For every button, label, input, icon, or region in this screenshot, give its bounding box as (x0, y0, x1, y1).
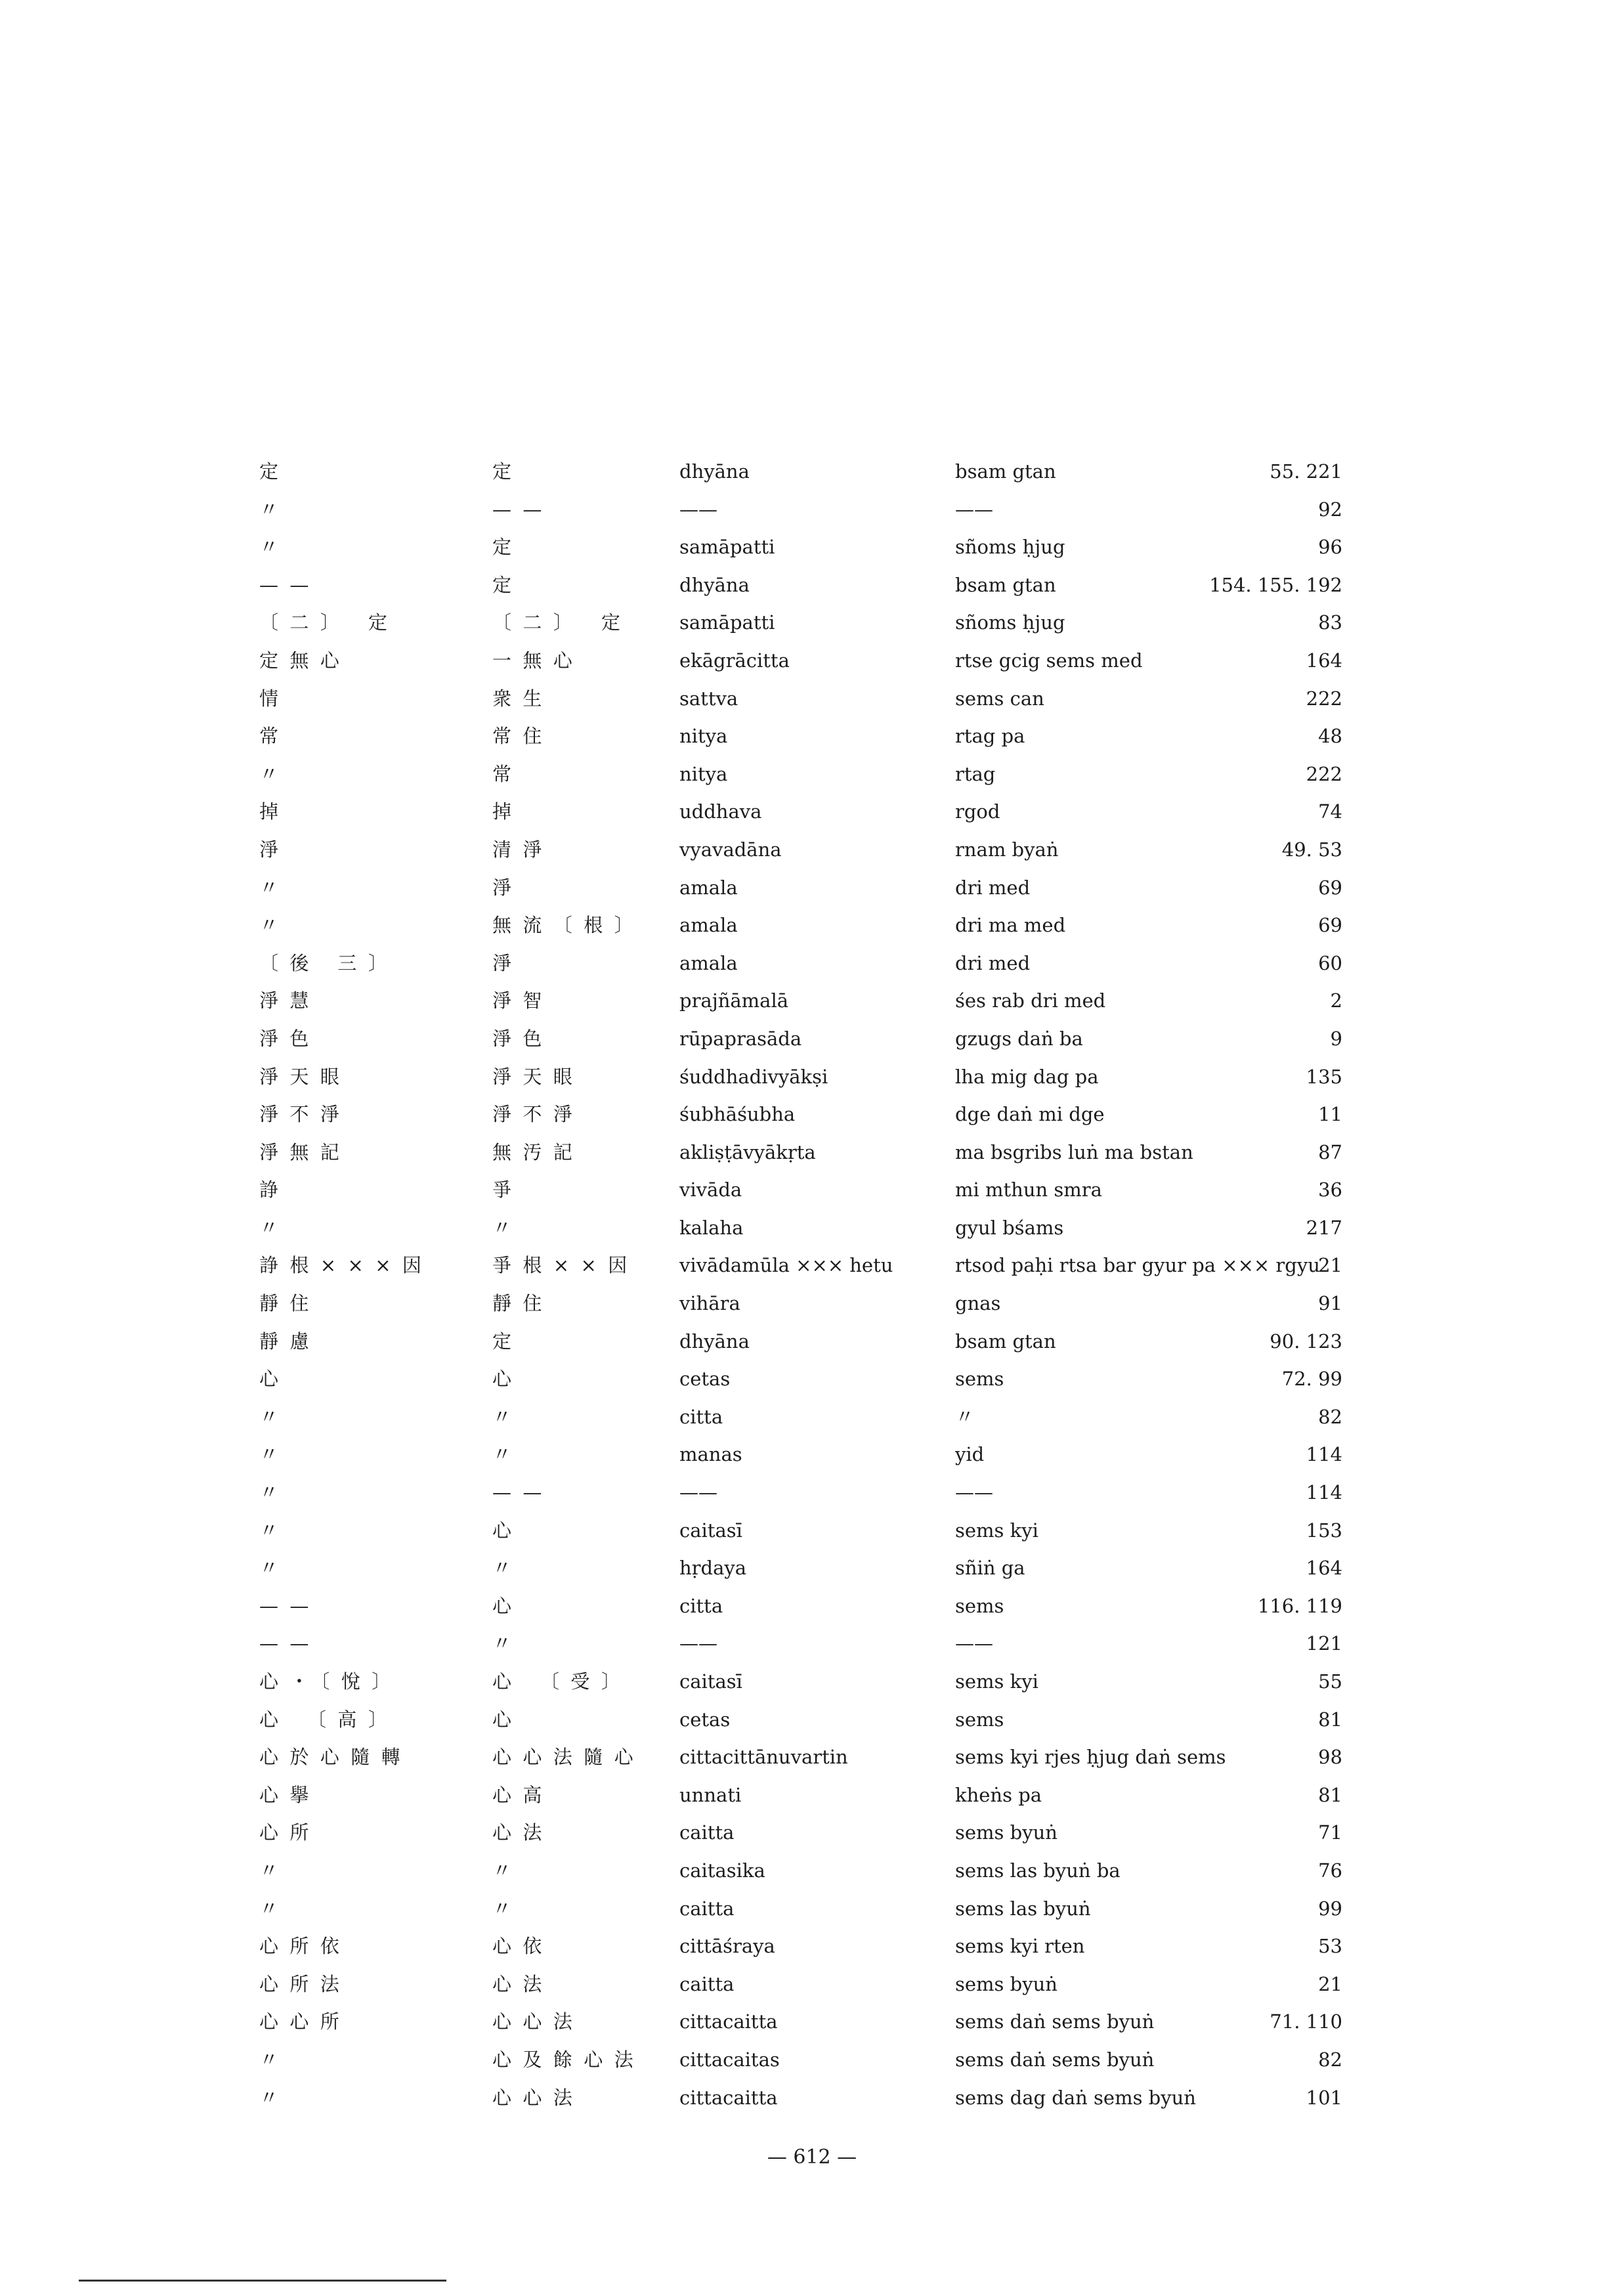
sanskrit-term: śuddhadivyākṣi (679, 1065, 828, 1088)
index-term: 諍 (259, 1179, 290, 1202)
index-entry (259, 1814, 1342, 1852)
chinese-term: 心 (492, 1519, 523, 1542)
index-entry (259, 1247, 1342, 1285)
sanskrit-term: prajñāmalā (679, 989, 789, 1012)
index-term: 〃 (259, 1481, 290, 1504)
index-entry (259, 907, 1342, 945)
sanskrit-term: vivādamūla ××× hetu (679, 1254, 893, 1277)
tibetan-term: —— (955, 498, 993, 521)
page-ref: 99 (1318, 1897, 1342, 1920)
chinese-term: 心及餘心法 (492, 2048, 645, 2071)
chinese-term: 衆生 (492, 687, 553, 710)
sanskrit-term: cetas (679, 1368, 731, 1391)
index-entry (259, 1134, 1342, 1172)
index-term: 靜慮 (259, 1330, 320, 1353)
sanskrit-term: samāpatti (679, 611, 775, 634)
page-ref: 114 (1306, 1481, 1342, 1504)
sanskrit-term: cetas (679, 1708, 731, 1731)
index-term: 淨色 (259, 1027, 320, 1050)
index-term: 掉 (259, 800, 290, 823)
page-ref: 82 (1318, 1405, 1342, 1428)
page-ref: 91 (1318, 1292, 1342, 1315)
page-ref: 2 (1330, 989, 1342, 1012)
chinese-term: 淨天眼 (492, 1065, 584, 1088)
page-ref: 153 (1306, 1519, 1342, 1542)
page-ref: 164 (1306, 1557, 1342, 1580)
page-ref: 222 (1306, 762, 1342, 785)
index-entry (259, 1588, 1342, 1626)
tibetan-term: lha mig dag pa (955, 1065, 1099, 1088)
index-entry (259, 1436, 1342, 1474)
index-entry (259, 1512, 1342, 1550)
bottom-rule (79, 2280, 446, 2282)
index-table (259, 453, 1342, 2117)
sanskrit-term: vihāra (679, 1292, 740, 1315)
tibetan-term: dri med (955, 951, 1031, 974)
page-number: — 612 — (767, 2146, 857, 2169)
page-ref: 71 (1318, 1821, 1342, 1844)
index-entry (259, 1739, 1342, 1777)
tibetan-term: sems byuṅ (955, 1821, 1058, 1844)
tibetan-term: rtag (955, 762, 996, 785)
tibetan-term: sems las byuṅ ba (955, 1859, 1121, 1882)
sanskrit-term: citta (679, 1405, 723, 1428)
tibetan-term: dge daṅ mi dge (955, 1103, 1105, 1126)
index-term: 〔二〕 定 (259, 611, 399, 634)
index-entry (259, 2041, 1342, 2079)
index-term: 淨無記 (259, 1140, 351, 1163)
index-entry (259, 1852, 1342, 1890)
chinese-term: 常 (492, 762, 523, 785)
chinese-term: 定 (492, 536, 523, 559)
tibetan-term: gyul bśams (955, 1216, 1064, 1239)
sanskrit-term: amala (679, 914, 738, 937)
tibetan-term: sñiṅ ga (955, 1557, 1025, 1580)
sanskrit-term: ekāgrācitta (679, 649, 790, 672)
tibetan-term: rtag pa (955, 725, 1025, 748)
sanskrit-term: amala (679, 951, 738, 974)
page-ref: 55. 221 (1270, 460, 1342, 483)
tibetan-term: rgod (955, 800, 1000, 823)
tibetan-term: sñoms ḥjug (955, 536, 1065, 559)
chinese-term: 定 (492, 460, 523, 483)
page-ref: 60 (1318, 951, 1342, 974)
index-entry (259, 604, 1342, 642)
page-ref: 82 (1318, 2048, 1342, 2071)
chinese-term: 〃 (492, 1632, 523, 1655)
sanskrit-term: vyavadāna (679, 838, 782, 861)
chinese-term: 爭根××因 (492, 1254, 639, 1277)
index-term: 〃 (259, 536, 290, 559)
tibetan-term: sems kyi rjes ḥjug daṅ sems (955, 1746, 1226, 1769)
index-term: 心擧 (259, 1783, 320, 1806)
index-entry (259, 1285, 1342, 1323)
tibetan-term: gnas (955, 1292, 1001, 1315)
index-entry (259, 2079, 1342, 2117)
index-term: 淨 (259, 838, 290, 861)
sanskrit-term: caitta (679, 1897, 735, 1920)
chinese-term: 淨色 (492, 1027, 553, 1050)
index-term: 〃 (259, 876, 290, 899)
sanskrit-term: uddhava (679, 800, 762, 823)
chinese-term: 心心法隨心 (492, 1746, 645, 1769)
chinese-term: 淨智 (492, 989, 553, 1012)
page-ref: 90. 123 (1270, 1330, 1342, 1353)
chinese-term: 無流〔根〕 (492, 914, 645, 937)
sanskrit-term: —— (679, 1632, 717, 1655)
sanskrit-term: vivāda (679, 1179, 742, 1202)
tibetan-term: gzugs daṅ ba (955, 1027, 1083, 1050)
page-ref: 72. 99 (1281, 1368, 1342, 1391)
tibetan-term: —— (955, 1481, 993, 1504)
index-term: 〃 (259, 1405, 290, 1428)
index-term: 淨天眼 (259, 1065, 351, 1088)
chinese-term: 〃 (492, 1405, 523, 1428)
page-ref: 21 (1318, 1254, 1342, 1277)
index-entry (259, 1020, 1342, 1058)
index-entry (259, 1058, 1342, 1096)
tibetan-term: sems (955, 1708, 1004, 1731)
index-term: 淨不淨 (259, 1103, 351, 1126)
chinese-term: 一無心 (492, 649, 584, 672)
index-term: 〃 (259, 1897, 290, 1920)
sanskrit-term: citta (679, 1594, 723, 1617)
tibetan-term: sems byuṅ (955, 1972, 1058, 1995)
index-entry (259, 491, 1342, 529)
chinese-term: 淨 (492, 876, 523, 899)
index-term: 心所依 (259, 1935, 351, 1958)
chinese-term: 心 (492, 1708, 523, 1731)
chinese-term: 〔二〕 定 (492, 611, 632, 634)
tibetan-term: sems kyi rten (955, 1935, 1085, 1958)
sanskrit-term: hṛdaya (679, 1557, 747, 1580)
index-term: 〃 (259, 1859, 290, 1882)
page-ref: 76 (1318, 1859, 1342, 1882)
index-term: 心 (259, 1368, 290, 1391)
chinese-term: 定 (492, 573, 523, 596)
tibetan-term: yid (955, 1443, 985, 1466)
page-ref: 92 (1318, 498, 1342, 521)
page-ref: 96 (1318, 536, 1342, 559)
index-term: 〃 (259, 762, 290, 785)
chinese-term: 〃 (492, 1443, 523, 1466)
sanskrit-term: cittacaitta (679, 2086, 778, 2109)
page-ref: 81 (1318, 1783, 1342, 1806)
chinese-term: 心心法 (492, 2010, 584, 2033)
index-entry (259, 2003, 1342, 2041)
tibetan-term: sems daṅ sems byuṅ (955, 2010, 1155, 2033)
index-term: 心・〔悅〕 (259, 1670, 402, 1693)
page-ref: 87 (1318, 1140, 1342, 1163)
index-term: 〃 (259, 1216, 290, 1239)
index-term: 〔後 三〕 (259, 951, 399, 974)
index-term: 〃 (259, 1443, 290, 1466)
chinese-term: 清淨 (492, 838, 553, 861)
index-term: 〃 (259, 498, 290, 521)
index-entry (259, 1398, 1342, 1437)
sanskrit-term: caitta (679, 1821, 735, 1844)
sanskrit-term: dhyāna (679, 1330, 750, 1353)
sanskrit-term: caitasī (679, 1519, 742, 1542)
index-entry (259, 567, 1342, 605)
page-ref: 49. 53 (1281, 838, 1342, 861)
sanskrit-term: caitasī (679, 1670, 742, 1693)
index-term: —— (259, 1594, 320, 1617)
index-term: 定 (259, 460, 290, 483)
index-entry (259, 718, 1342, 756)
page-ref: 222 (1306, 687, 1342, 710)
index-term: 淨慧 (259, 989, 320, 1012)
index-entry (259, 680, 1342, 718)
sanskrit-term: cittāśraya (679, 1935, 775, 1958)
chinese-term: 心 〔受〕 (492, 1670, 632, 1693)
index-entry (259, 869, 1342, 907)
sanskrit-term: dhyāna (679, 460, 750, 483)
tibetan-term: śes rab dri med (955, 989, 1106, 1012)
page-ref: 114 (1306, 1443, 1342, 1466)
tibetan-term: sems las byuṅ (955, 1897, 1091, 1920)
sanskrit-term: śubhāśubha (679, 1103, 796, 1126)
index-entry (259, 529, 1342, 567)
index-term: 常 (259, 725, 290, 748)
tibetan-term: sems daṅ sems byuṅ (955, 2048, 1155, 2071)
index-term: 〃 (259, 1557, 290, 1580)
sanskrit-term: caitta (679, 1972, 735, 1995)
chinese-term: 心法 (492, 1972, 553, 1995)
page-ref: 217 (1306, 1216, 1342, 1239)
tibetan-term: ma bsgribs luṅ ma bstan (955, 1140, 1193, 1163)
chinese-term: 心高 (492, 1783, 553, 1806)
index-term: 〃 (259, 1519, 290, 1542)
page-ref: 154. 155. 192 (1209, 573, 1342, 596)
sanskrit-term: amala (679, 876, 738, 899)
index-entry (259, 1474, 1342, 1512)
index-entry (259, 1549, 1342, 1588)
tibetan-term: rtsod paḥi rtsa bar gyur pa ××× rgyu (955, 1254, 1320, 1277)
page-ref: 48 (1318, 725, 1342, 748)
index-entry (259, 642, 1342, 680)
sanskrit-term: —— (679, 1481, 717, 1504)
page-ref: 21 (1318, 1972, 1342, 1995)
sanskrit-term: dhyāna (679, 573, 750, 596)
index-entry (259, 1209, 1342, 1247)
chinese-term: 靜住 (492, 1292, 553, 1315)
index-entry (259, 982, 1342, 1020)
page-ref: 11 (1318, 1103, 1342, 1126)
tibetan-term: bsam gtan (955, 1330, 1056, 1353)
index-term: 情 (259, 687, 290, 710)
tibetan-term: 〃 (955, 1405, 975, 1428)
sanskrit-term: unnati (679, 1783, 742, 1806)
tibetan-term: dri ma med (955, 914, 1066, 937)
tibetan-term: mi mthun smra (955, 1179, 1102, 1202)
index-entry (259, 1701, 1342, 1739)
index-term: 靜住 (259, 1292, 320, 1315)
tibetan-term: bsam gtan (955, 460, 1056, 483)
index-entry (259, 1323, 1342, 1361)
sanskrit-term: caitasika (679, 1859, 765, 1882)
sanskrit-term: cittacaitas (679, 2048, 780, 2071)
index-entry (259, 1171, 1342, 1209)
index-entry (259, 1966, 1342, 2004)
index-term: 定無心 (259, 649, 351, 672)
index-entry (259, 793, 1342, 831)
chinese-term: 〃 (492, 1216, 523, 1239)
sanskrit-term: cittacaitta (679, 2010, 778, 2033)
chinese-term: 掉 (492, 800, 523, 823)
index-entry (259, 756, 1342, 794)
page-ref: 9 (1330, 1027, 1342, 1050)
sanskrit-term: sattva (679, 687, 738, 710)
page-ref: 71. 110 (1270, 2010, 1342, 2033)
sanskrit-term: samāpatti (679, 536, 775, 559)
tibetan-term: sems dag daṅ sems byuṅ (955, 2086, 1196, 2109)
index-entry (259, 945, 1342, 983)
index-entry (259, 831, 1342, 869)
tibetan-term: dri med (955, 876, 1031, 899)
chinese-term: 淨 (492, 951, 523, 974)
index-term: 心於心隨轉 (259, 1746, 412, 1769)
index-entry (259, 1777, 1342, 1815)
chinese-term: 心 (492, 1594, 523, 1617)
page-ref: 81 (1318, 1708, 1342, 1731)
chinese-term: 〃 (492, 1859, 523, 1882)
index-term: —— (259, 573, 320, 596)
sanskrit-term: akliṣṭāvyākṛta (679, 1140, 816, 1163)
sanskrit-term: rūpaprasāda (679, 1027, 802, 1050)
index-term: 心所法 (259, 1972, 351, 1995)
tibetan-term: rtse gcig sems med (955, 649, 1143, 672)
chinese-term: 心法 (492, 1821, 553, 1844)
page-ref: 55 (1318, 1670, 1342, 1693)
sanskrit-term: —— (679, 498, 717, 521)
index-entry (259, 1360, 1342, 1398)
page-ref: 135 (1306, 1065, 1342, 1088)
tibetan-term: sems kyi (955, 1519, 1038, 1542)
page-ref: 69 (1318, 876, 1342, 899)
chinese-term: 〃 (492, 1897, 523, 1920)
chinese-term: 淨不淨 (492, 1103, 584, 1126)
page-ref: 121 (1306, 1632, 1342, 1655)
index-term: 心心所 (259, 2010, 351, 2033)
tibetan-term: —— (955, 1632, 993, 1655)
tibetan-term: sems kyi (955, 1670, 1038, 1693)
chinese-term: 心 (492, 1368, 523, 1391)
index-entry (259, 1663, 1342, 1701)
tibetan-term: sems can (955, 687, 1044, 710)
index-entry (259, 1928, 1342, 1966)
page-ref: 36 (1318, 1179, 1342, 1202)
tibetan-term: sñoms ḥjug (955, 611, 1065, 634)
page-ref: 98 (1318, 1746, 1342, 1769)
index-term: 〃 (259, 2086, 290, 2109)
page-ref: 53 (1318, 1935, 1342, 1958)
page-ref: 69 (1318, 914, 1342, 937)
page-ref: 83 (1318, 611, 1342, 634)
index-term: —— (259, 1632, 320, 1655)
index-term: 〃 (259, 2048, 290, 2071)
sanskrit-term: nitya (679, 762, 728, 785)
chinese-term: —— (492, 498, 553, 521)
index-term: 心 〔高〕 (259, 1708, 399, 1731)
page-ref: 74 (1318, 800, 1342, 823)
sanskrit-term: cittacittānuvartin (679, 1746, 848, 1769)
tibetan-term: rnam byaṅ (955, 838, 1059, 861)
chinese-term: 爭 (492, 1179, 523, 1202)
page-ref: 101 (1306, 2086, 1342, 2109)
chinese-term: 心心法 (492, 2086, 584, 2109)
index-term: 心所 (259, 1821, 320, 1844)
chinese-term: 無汚記 (492, 1140, 584, 1163)
tibetan-term: sems (955, 1594, 1004, 1617)
page-ref: 116. 119 (1257, 1594, 1342, 1617)
index-entry (259, 1096, 1342, 1134)
index-entry (259, 453, 1342, 491)
chinese-term: 心依 (492, 1935, 553, 1958)
tibetan-term: kheṅs pa (955, 1783, 1042, 1806)
tibetan-term: sems (955, 1368, 1004, 1391)
chinese-term: —— (492, 1481, 553, 1504)
index-term: 諍根×××因 (259, 1254, 433, 1277)
chinese-term: 定 (492, 1330, 523, 1353)
index-entry (259, 1625, 1342, 1663)
sanskrit-term: manas (679, 1443, 742, 1466)
index-entry (259, 1890, 1342, 1928)
sanskrit-term: nitya (679, 725, 728, 748)
chinese-term: 常住 (492, 725, 553, 748)
tibetan-term: bsam gtan (955, 573, 1056, 596)
sanskrit-term: kalaha (679, 1216, 744, 1239)
chinese-term: 〃 (492, 1557, 523, 1580)
page-ref: 164 (1306, 649, 1342, 672)
index-term: 〃 (259, 914, 290, 937)
